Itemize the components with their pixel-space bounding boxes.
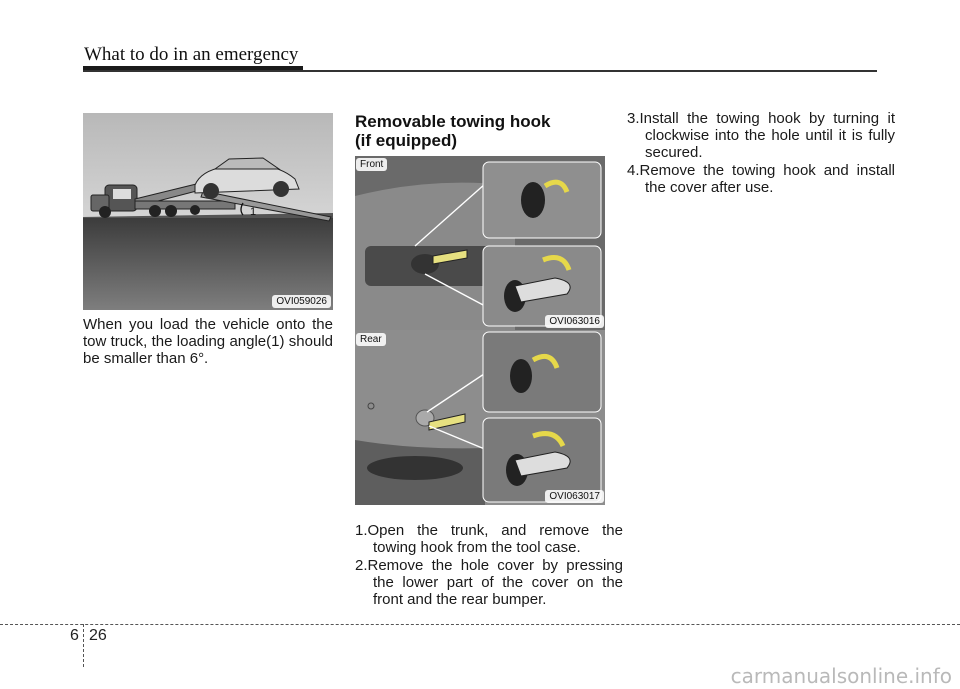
chapter-number: 6: [70, 627, 79, 644]
tow-truck-figure: [83, 113, 333, 310]
rear-hook-figure: [355, 330, 605, 505]
loading-angle-note: When you load the vehicle onto the tow truck, the loading angle(1) should be smaller than 6°.: [83, 316, 333, 367]
step-3: 3.Install the towing hook by turning it clockwise into the hole until it is fully secured.: [627, 110, 895, 161]
rear-figure-code: OVI063017: [545, 490, 604, 503]
towing-hook-heading: [355, 112, 605, 150]
front-label: Front: [356, 158, 387, 171]
heading-line-2: (if equipped): [355, 131, 457, 150]
step-4: 4.Remove the towing hook and install the cover after use.: [627, 162, 895, 196]
footer-divider: [83, 624, 84, 667]
figure-code: OVI059026: [272, 295, 331, 308]
section-title: What to do in an emergency: [84, 44, 299, 65]
footer-rule: [0, 624, 960, 625]
step-1: 1.Open the trunk, and remove the towing hook from the tool case.: [355, 522, 623, 556]
front-bumper-illustration: [355, 156, 605, 330]
tow-truck-illustration: [83, 113, 333, 310]
page-number: 26: [89, 627, 107, 644]
header-rule: [83, 70, 877, 72]
step-2: 2.Remove the hole cover by pressing the lower part of the cover on the front and the rear bumper.: [355, 557, 623, 608]
angle-marker: 1: [250, 206, 257, 218]
rear-bumper-illustration: [355, 330, 605, 505]
rear-label: Rear: [356, 333, 386, 346]
heading-line-1: Removable towing hook: [355, 112, 551, 131]
watermark: carmanualsonline.info: [730, 664, 952, 688]
front-figure-code: OVI063016: [545, 315, 604, 328]
front-hook-figure: [355, 156, 605, 330]
